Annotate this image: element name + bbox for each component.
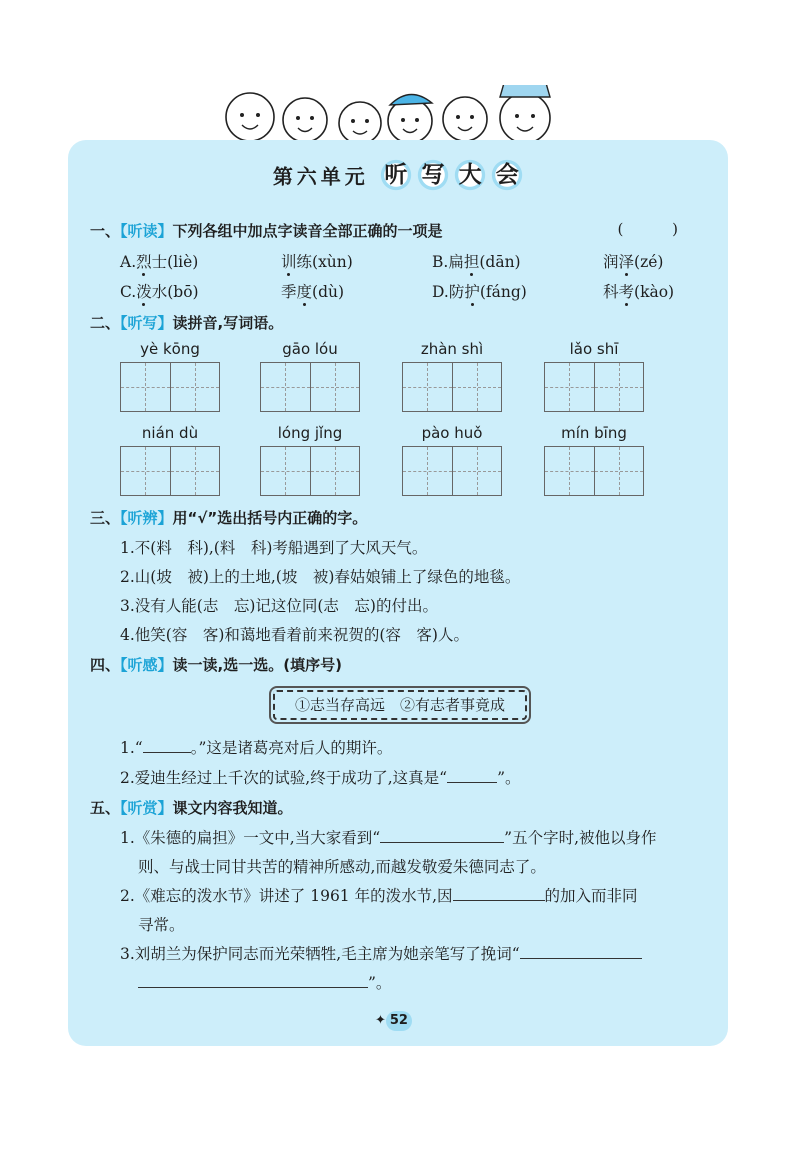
pinyin: yè kōng [140,340,200,358]
section-number: 一、 [90,222,121,240]
pinyin: gāo lóu [282,340,338,358]
pinyin: lóng jǐng [277,424,343,442]
section-tag: 【听读】 [120,222,173,240]
option-c2: 季度(dù) [281,283,345,301]
worksheet-card [68,140,728,1046]
word-box [120,340,220,412]
title-char: 写 [416,158,450,192]
pinyin: nián dù [141,424,199,442]
choice-item[interactable]: 2.山(坡 被)上的土地,(坡 被)春姑娘铺上了绿色的地毯。 [120,568,521,586]
tianzige-boxes[interactable] [120,362,220,412]
title-char: 会 [490,158,524,192]
title-unit: 第六单元 [272,164,369,189]
option-b1: B.扁担(dān) [432,253,521,271]
text-line: 3.刘胡兰为保护同志而光荣牺牲,毛主席为她亲笔写了挽词“ [120,942,642,964]
option-a2: 训练(xùn) [281,253,353,271]
text-line: ”。 [138,971,391,993]
tianzige-boxes[interactable] [120,446,220,496]
word-box [402,340,502,412]
option-d1: D.防护(fáng) [432,283,527,301]
answer-blank[interactable] [447,767,497,783]
option-c1: C.泼水(bō) [120,283,199,301]
page-number: ✦ 52 [375,1011,412,1031]
answer-blank[interactable] [138,972,368,988]
pinyin: pào huǒ [421,424,483,442]
tianzige-boxes[interactable] [260,446,360,496]
title-circled [380,158,523,192]
answer-blank[interactable] [380,827,504,843]
title-char: 听 [379,158,413,192]
pinyin: lǎo shī [569,340,619,358]
section-5-heading: 五、【听赏】课文内容我知道。 [90,799,293,817]
tianzige-boxes[interactable] [402,446,502,496]
tianzige-boxes[interactable] [260,362,360,412]
option-d2: 科考(kào) [603,283,675,301]
fill-question-1: 1.“ 。”这是诸葛亮对后人的期许。 [120,739,393,757]
pinyin: mín bīng [561,424,627,442]
choice-item[interactable]: 1.不(料 科),(料 科)考船遇到了大风天气。 [120,539,428,557]
word-box [120,424,220,496]
answer-blank[interactable] [520,943,642,959]
word-box [402,424,502,496]
choice-item[interactable]: 4.他笑(容 客)和蔼地看着前来祝贺的(容 客)人。 [120,626,469,644]
options-box: ①志当存高远 ②有志者事竟成 [273,690,527,720]
tianzige-boxes[interactable] [544,362,644,412]
section-1-heading [90,220,443,241]
text-line: 寻常。 [138,916,185,934]
word-box [260,340,360,412]
section-instruction: 下列各组中加点字读音全部正确的一项是 [172,222,443,240]
fill-question-2: 2.爱迪生经过上千次的试验,终于成功了,这真是“ ”。 [120,769,521,787]
word-box [544,340,644,412]
text-line: 2.《难忘的泼水节》讲述了 1961 年的泼水节,因 的加入而非同 [120,887,638,905]
word-box [260,424,360,496]
answer-blank[interactable] [143,737,191,753]
pinyin: zhàn shì [420,340,484,358]
section-2-heading: 二、【听写】读拼音,写词语。 [90,314,284,332]
tianzige-boxes[interactable] [544,446,644,496]
option-b2: 润泽(zé) [603,253,664,271]
text-line: 1.《朱德的扁担》一文中,当大家看到“ ”五个字时,被他以身作 [120,829,657,847]
choice-item[interactable]: 3.没有人能(志 忘)记这位同(志 忘)的付出。 [120,597,438,615]
tianzige-boxes[interactable] [402,362,502,412]
title-char: 大 [453,158,487,192]
page-title [68,158,728,192]
section-3-heading: 三、【听辨】用“√”选出括号内正确的字。 [90,509,368,527]
option-a1: A.烈士(liè) [120,253,199,271]
section-4-heading: 四、【听感】读一读,选一选。(填序号) [90,656,342,674]
text-line: 则、与战士同甘共苦的精神所感动,而越发敬爱朱德同志了。 [138,858,546,876]
answer-blank[interactable] [453,885,545,901]
word-box [544,424,644,496]
answer-paren: ( ) [617,220,700,238]
